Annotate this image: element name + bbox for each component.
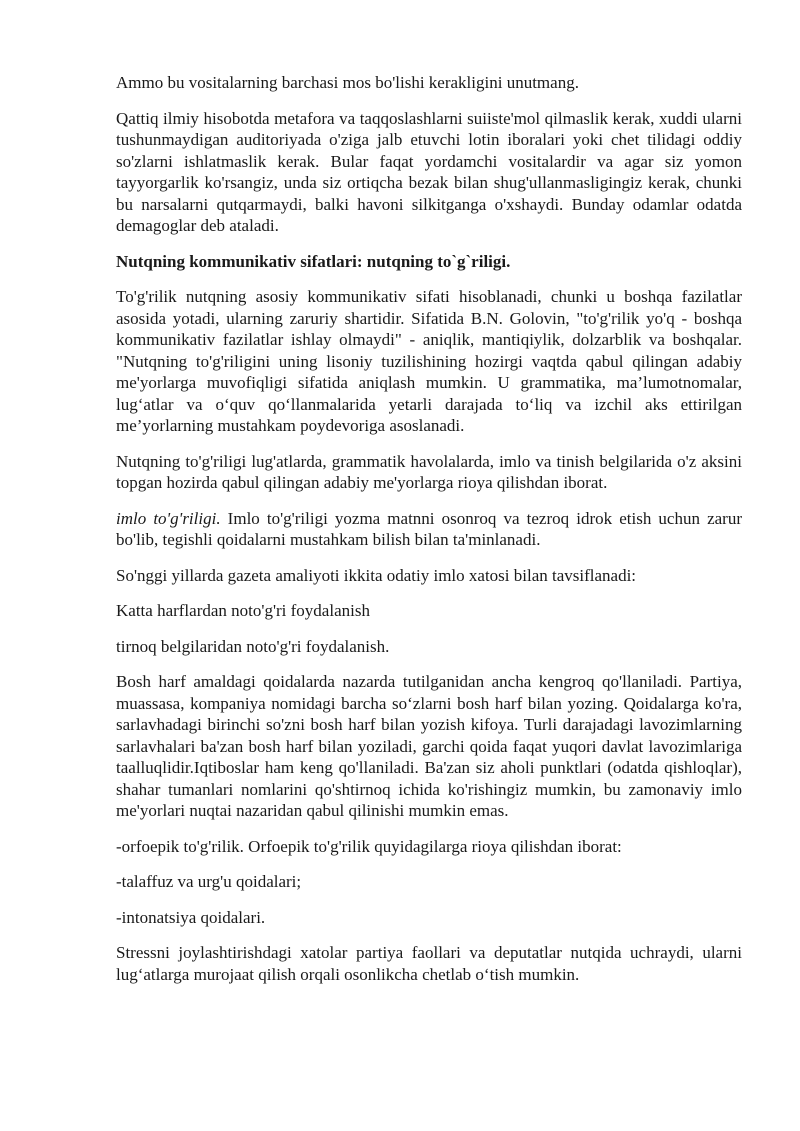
paragraph: Qattiq ilmiy hisobotda metafora va taqqoslashlarni suiiste'mol qilmaslik kerak, xuddi ularni tushunmaydigan auditoriyada o'ziga jalb etuvchi lotin iboralari yoki chet tilidagi oddiy so'zlarni ishlatmaslik kerak. Bular faqat yordamchi vositalardir va agar siz yomon tayyorgarlik ko'rsangiz, unda siz ortiqcha bezak bilan shug'ullanmasligingiz kerak, chunki bu narsalarni qutqarmaydi, balki havoni silkitganga o'xshaydi. Bunday odamlar odatda demagoglar deb ataladi. (116, 108, 742, 235)
document-body (116, 72, 742, 999)
list-line: -orfoepik to'g'rilik. Orfoepik to'g'rilik quyidagilarga rioya qilishdan iborat: (116, 836, 622, 856)
paragraph (116, 508, 742, 551)
list-line: -talaffuz va urg'u qoidalari; (116, 872, 302, 891)
italic-term: imlo to'g'riligi. (116, 508, 221, 528)
paragraph: To'g'rilik nutqning asosiy kommunikativ sifati hisoblanadi, chunki u boshqa fazilatlar asosida yotadi, ularning zaruriy shartidir. Sifatida B.N. Golovin, "to'g'rilik yo'q - boshqa kommunikativ fazilatlar ishlay olmaydi" - aniqlik, mantiqiylik, dolzarblik va boshqalar. "Nutqning to'g'riligini uning lisoniy tuzilishining hozirgi vaqtda qabul qilingan adabiy me'yorlarga muvofiqligi sifatida aniqlash mumkin. U grammatika, ma’lumotnomalar, lug‘atlar va o‘quv qo‘llanmalarida yetarli darajada to‘liq va izchil aks ettirilgan me’yorlarning mustahkam poydevoriga asoslanadi. (116, 287, 742, 435)
paragraph: Nutqning to'g'riligi lug'atlarda, grammatik havolalarda, imlo va tinish belgilarida o'z aksini topgan hozirda qabul qilingan adabiy me'yorlarga rioya qilishdan iborat. (116, 451, 742, 492)
section-heading: Nutqning kommunikativ sifatlari: nutqning to`g`riligi. (116, 251, 511, 271)
paragraph: So'nggi yillarda gazeta amaliyoti ikkita odatiy imlo xatosi bilan tavsiflanadi: (116, 565, 637, 585)
list-line: tirnoq belgilaridan noto'g'ri foydalanish. (116, 636, 390, 656)
list-line: Katta harflardan noto'g'ri foydalanish (116, 601, 370, 620)
paragraph: Stressni joylashtirishdagi xatolar partiya faollari va deputatlar nutqida uchraydi, ularni lug‘atlarga murojaat qilish orqali osonlikcha chetlab o‘tish mumkin. (116, 943, 742, 984)
paragraph: Ammo bu vositalarning barchasi mos bo'lishi kerakligini unutmang. (116, 73, 579, 92)
paragraph: Bosh harf amaldagi qoidalarda nazarda tutilganidan ancha kengroq qo'llaniladi. Partiya, muassasa, kompaniya nomidagi barcha so‘zlarni bosh harf bilan yozing. Qoidalarga ko'ra, sarlavhadagi birinchi so'zni bosh harf bilan yozish kifoya. Turli darajadagi lavozimlarning sarlavhalari ba'zan bosh harf bilan yoziladi, garchi qoida faqat yuqori davlat lavozimlariga taalluqlidir.Iqtiboslar ham keng qo'llaniladi. Ba'zan siz aholi punktlari (odatda qishloqlar), shahar tumanlari nomlarini qo'shtirnoq ichida ko'rishingiz mumkin, bu zamonaviy imlo me'yorlari nuqtai nazaridan qabul qilinishi mumkin emas. (116, 672, 742, 820)
paragraph-text: Imlo to'g'riligi yozma matnni osonroq va tezroq idrok etish uchun zarur bo'lib, tegishli qoidalarni mustahkam bilish bilan ta'minlanadi. (116, 508, 742, 549)
list-line: -intonatsiya qoidalari. (116, 907, 266, 927)
